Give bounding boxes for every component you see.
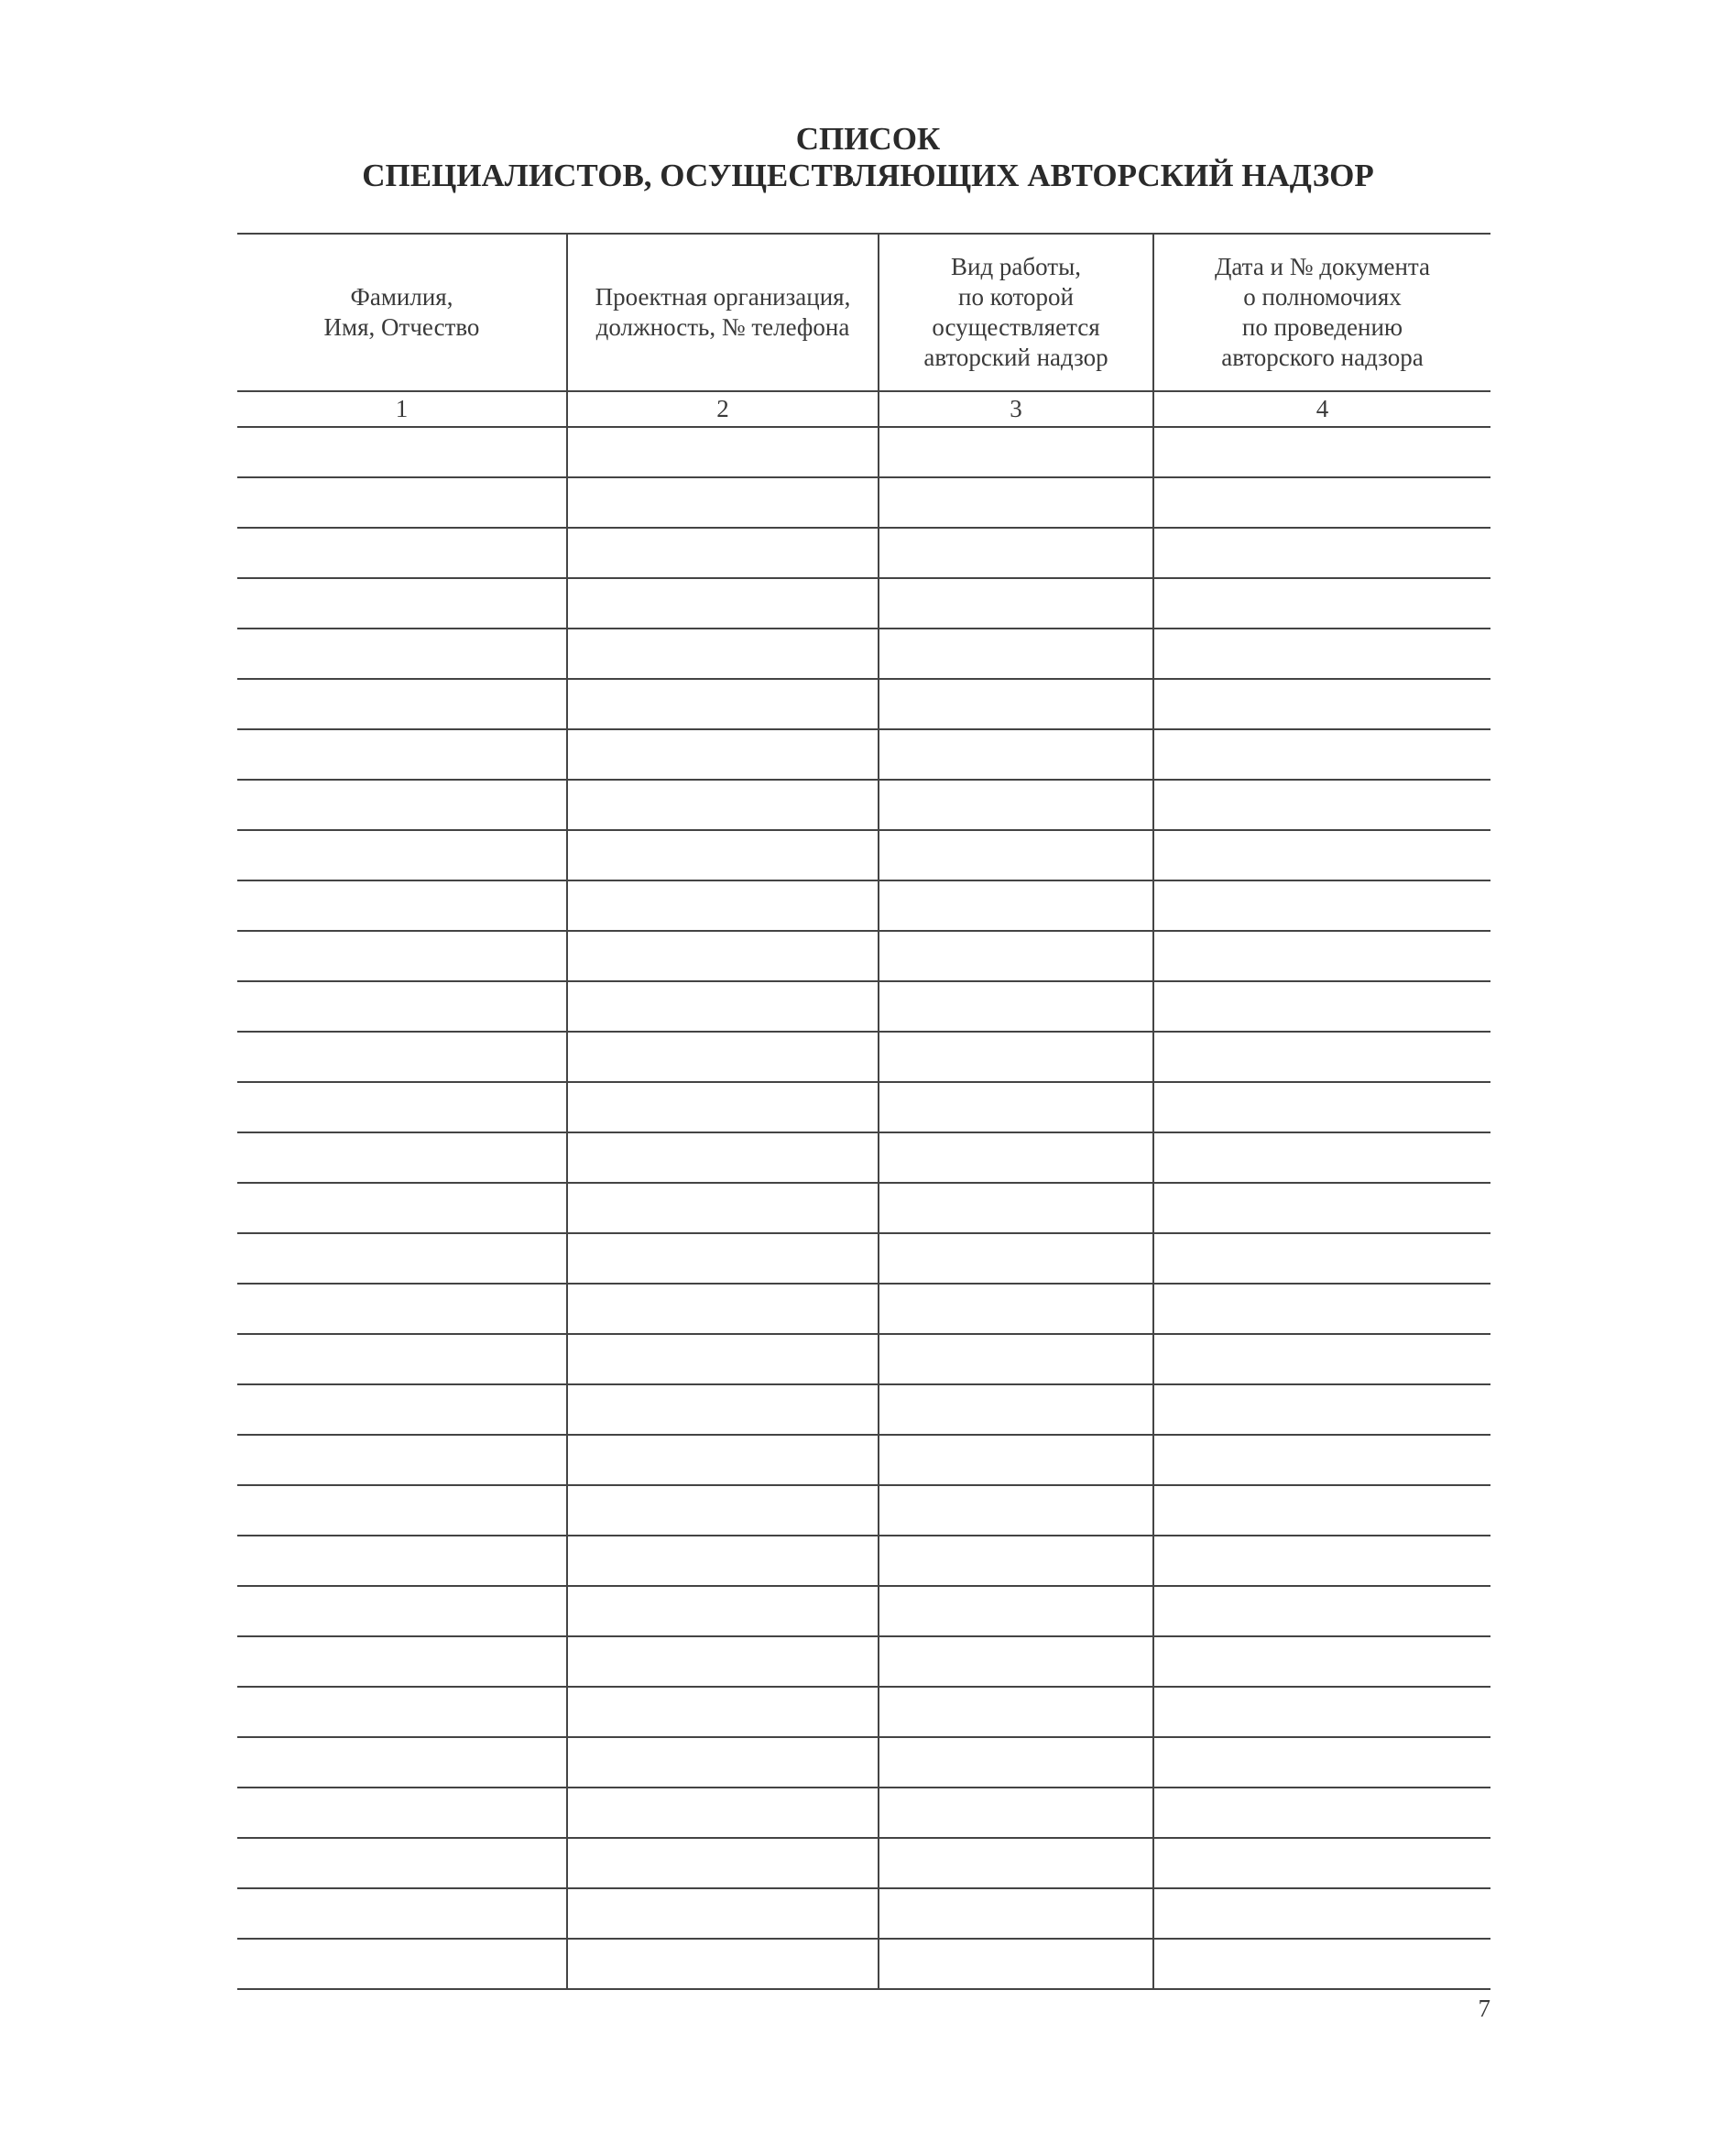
table-cell[interactable] <box>567 1788 879 1838</box>
table-cell[interactable] <box>237 1536 567 1586</box>
table-cell[interactable] <box>1153 427 1490 477</box>
table-cell[interactable] <box>879 780 1153 830</box>
table-cell[interactable] <box>879 1233 1153 1284</box>
table-cell[interactable] <box>879 528 1153 578</box>
page-number: 7 <box>1478 1995 1490 2022</box>
table-cell[interactable] <box>1153 1233 1490 1284</box>
table-cell[interactable] <box>1153 931 1490 981</box>
table-row <box>237 931 1490 981</box>
table-row <box>237 1132 1490 1183</box>
table-cell[interactable] <box>567 1586 879 1636</box>
table-row <box>237 1536 1490 1586</box>
table-cell[interactable] <box>567 1888 879 1939</box>
table-row <box>237 578 1490 629</box>
table-cell[interactable] <box>1153 1485 1490 1536</box>
table-cell[interactable] <box>1153 1334 1490 1384</box>
table-cell[interactable] <box>237 729 567 780</box>
table-cell[interactable] <box>237 1384 567 1435</box>
table-cell[interactable] <box>567 1082 879 1132</box>
table-cell[interactable] <box>237 1233 567 1284</box>
table-cell[interactable] <box>879 1687 1153 1737</box>
table-cell[interactable] <box>237 981 567 1032</box>
table-cell[interactable] <box>567 1687 879 1737</box>
table-cell[interactable] <box>567 1233 879 1284</box>
table-cell[interactable] <box>237 629 567 679</box>
table-cell[interactable] <box>1153 1586 1490 1636</box>
table-cell[interactable] <box>879 1435 1153 1485</box>
table-cell[interactable] <box>567 729 879 780</box>
table-cell[interactable] <box>237 679 567 729</box>
table-cell[interactable] <box>879 1888 1153 1939</box>
table-row <box>237 1334 1490 1384</box>
table-cell[interactable] <box>879 931 1153 981</box>
table-cell[interactable] <box>879 1032 1153 1082</box>
table-cell[interactable] <box>879 1536 1153 1586</box>
table-cell[interactable] <box>237 1737 567 1788</box>
table-row <box>237 528 1490 578</box>
table-cell[interactable] <box>879 629 1153 679</box>
table-cell[interactable] <box>1153 578 1490 629</box>
table-row <box>237 1788 1490 1838</box>
table-cell[interactable] <box>237 1334 567 1384</box>
table-row <box>237 1384 1490 1435</box>
table-cell[interactable] <box>237 1838 567 1888</box>
table-cell[interactable] <box>237 1939 567 1989</box>
table-cell[interactable] <box>879 1939 1153 1989</box>
table-cell[interactable] <box>879 729 1153 780</box>
table-row <box>237 679 1490 729</box>
document-subtitle: СПЕЦИАЛИСТОВ, ОСУЩЕСТВЛЯЮЩИХ АВТОРСКИЙ НАДЗОР <box>362 158 1374 193</box>
table-cell[interactable] <box>567 1132 879 1183</box>
table-cell[interactable] <box>879 880 1153 931</box>
table-row <box>237 629 1490 679</box>
column-number: 1 <box>237 391 567 427</box>
table-row <box>237 1435 1490 1485</box>
table-cell[interactable] <box>1153 729 1490 780</box>
table-cell[interactable] <box>879 1485 1153 1536</box>
table-cell[interactable] <box>879 1082 1153 1132</box>
table-cell[interactable] <box>237 1485 567 1536</box>
column-number-row <box>237 391 1490 427</box>
specialists-table <box>237 233 1490 1990</box>
table-cell[interactable] <box>237 1888 567 1939</box>
column-number: 3 <box>879 391 1153 427</box>
table-row <box>237 1485 1490 1536</box>
table-cell[interactable] <box>567 1536 879 1586</box>
table-cell[interactable] <box>567 1838 879 1888</box>
table-cell[interactable] <box>1153 780 1490 830</box>
table-row <box>237 1687 1490 1737</box>
table-cell[interactable] <box>879 1334 1153 1384</box>
table-cell[interactable] <box>879 1132 1153 1183</box>
header-row <box>237 234 1490 391</box>
table-cell[interactable] <box>879 1788 1153 1838</box>
table-cell[interactable] <box>237 780 567 830</box>
table-cell[interactable] <box>567 1485 879 1536</box>
table-cell[interactable] <box>237 1082 567 1132</box>
table-cell[interactable] <box>879 578 1153 629</box>
table-cell[interactable] <box>567 528 879 578</box>
table-cell[interactable] <box>879 427 1153 477</box>
table-cell[interactable] <box>567 880 879 931</box>
table-cell[interactable] <box>237 1586 567 1636</box>
table-cell[interactable] <box>879 981 1153 1032</box>
table-cell[interactable] <box>879 1838 1153 1888</box>
table-cell[interactable] <box>567 427 879 477</box>
table-cell[interactable] <box>879 1737 1153 1788</box>
table-cell[interactable] <box>567 1939 879 1989</box>
table-row <box>237 1233 1490 1284</box>
table-cell[interactable] <box>237 1183 567 1233</box>
table-cell[interactable] <box>1153 1737 1490 1788</box>
table-cell[interactable] <box>1153 1687 1490 1737</box>
table-cell[interactable] <box>1153 1132 1490 1183</box>
table-row <box>237 1082 1490 1132</box>
header-work-type: Вид работы, по которой осуществляется авторский надзор <box>879 234 1153 391</box>
table-cell[interactable] <box>567 477 879 528</box>
table-cell[interactable] <box>1153 1082 1490 1132</box>
table-cell[interactable] <box>567 1334 879 1384</box>
table-cell[interactable] <box>1153 1536 1490 1586</box>
table-cell[interactable] <box>567 1737 879 1788</box>
table-row <box>237 1888 1490 1939</box>
table-cell[interactable] <box>237 1687 567 1737</box>
table-cell[interactable] <box>1153 1183 1490 1233</box>
table-cell[interactable] <box>567 1435 879 1485</box>
table-row <box>237 1939 1490 1989</box>
table-row <box>237 780 1490 830</box>
table-cell[interactable] <box>879 1284 1153 1334</box>
table-cell[interactable] <box>237 880 567 931</box>
table-cell[interactable] <box>567 679 879 729</box>
table-cell[interactable] <box>1153 880 1490 931</box>
table-cell[interactable] <box>567 578 879 629</box>
table-cell[interactable] <box>567 629 879 679</box>
table-cell[interactable] <box>237 1788 567 1838</box>
table-cell[interactable] <box>567 1183 879 1233</box>
table-cell[interactable] <box>879 679 1153 729</box>
table-row <box>237 830 1490 880</box>
table-row <box>237 981 1490 1032</box>
table-cell[interactable] <box>567 1384 879 1435</box>
table-cell[interactable] <box>567 780 879 830</box>
table-row <box>237 1636 1490 1687</box>
table-cell[interactable] <box>1153 1939 1490 1989</box>
table-cell[interactable] <box>237 528 567 578</box>
table-cell[interactable] <box>237 1132 567 1183</box>
table-cell[interactable] <box>237 1435 567 1485</box>
table-row <box>237 1032 1490 1082</box>
table-cell[interactable] <box>879 1183 1153 1233</box>
table-cell[interactable] <box>237 830 567 880</box>
table-cell[interactable] <box>1153 1838 1490 1888</box>
table-cell[interactable] <box>1153 679 1490 729</box>
table-cell[interactable] <box>567 981 879 1032</box>
table-cell[interactable] <box>237 1284 567 1334</box>
table-cell[interactable] <box>567 931 879 981</box>
table-cell[interactable] <box>567 1636 879 1687</box>
header-document: Дата и № документа о полномочиях по проведению авторского надзора <box>1153 234 1490 391</box>
column-number: 4 <box>1153 391 1490 427</box>
table-cell[interactable] <box>879 1586 1153 1636</box>
table-row <box>237 1586 1490 1636</box>
table-cell[interactable] <box>1153 629 1490 679</box>
table-cell[interactable] <box>1153 1888 1490 1939</box>
table-cell[interactable] <box>1153 830 1490 880</box>
table-row <box>237 1838 1490 1888</box>
table-row <box>237 1284 1490 1334</box>
table-cell[interactable] <box>237 477 567 528</box>
table-row <box>237 477 1490 528</box>
table-body <box>237 427 1490 1989</box>
table-row <box>237 880 1490 931</box>
table-cell[interactable] <box>879 1384 1153 1435</box>
table-cell[interactable] <box>1153 1284 1490 1334</box>
table-cell[interactable] <box>567 830 879 880</box>
table-cell[interactable] <box>1153 981 1490 1032</box>
table-cell[interactable] <box>237 1636 567 1687</box>
table-cell[interactable] <box>237 931 567 981</box>
table-row <box>237 729 1490 780</box>
table-cell[interactable] <box>1153 1435 1490 1485</box>
table-cell[interactable] <box>237 1032 567 1082</box>
table-cell[interactable] <box>567 1032 879 1082</box>
table-cell[interactable] <box>1153 1788 1490 1838</box>
table-cell[interactable] <box>237 427 567 477</box>
table-cell[interactable] <box>1153 528 1490 578</box>
document-title: СПИСОК <box>795 121 941 157</box>
column-number: 2 <box>567 391 879 427</box>
table-cell[interactable] <box>1153 1636 1490 1687</box>
table-cell[interactable] <box>1153 1384 1490 1435</box>
table-cell[interactable] <box>879 477 1153 528</box>
header-organization: Проектная организация, должность, № телефона <box>567 234 879 391</box>
table-cell[interactable] <box>567 1284 879 1334</box>
table-row <box>237 1183 1490 1233</box>
table-cell[interactable] <box>237 578 567 629</box>
table-row <box>237 1737 1490 1788</box>
header-full-name: Фамилия, Имя, Отчество <box>237 234 567 391</box>
table-cell[interactable] <box>1153 477 1490 528</box>
table-row <box>237 427 1490 477</box>
table-cell[interactable] <box>1153 1032 1490 1082</box>
table-cell[interactable] <box>879 1636 1153 1687</box>
table-cell[interactable] <box>879 830 1153 880</box>
